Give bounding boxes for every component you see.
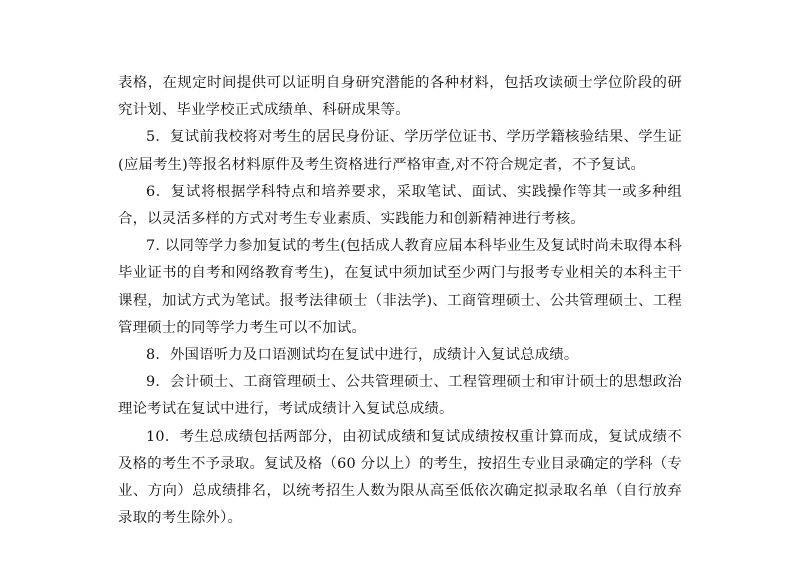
- paragraph-item-5: 5．复试前我校将对考生的居民身份证、学历学位证书、学历学籍核验结果、学生证(应届考生)等报名材料原件及考生资格进行严格审查,对不符合规定者，不予复试。: [118, 129, 682, 173]
- paragraph-continuation: 表格，在规定时间提供可以证明自身研究潜能的各种材料，包括攻读硕士学位阶段的研究计划、毕业学校正式成绩单、科研成果等。: [118, 75, 682, 119]
- document-body: [118, 70, 682, 532]
- paragraph-item-8: 8．外国语听力及口语测试均在复试中进行，成绩计入复试总成绩。: [146, 347, 579, 364]
- paragraph-item-6: 6．复试将根据学科特点和培养要求，采取笔试、面试、实践操作等其一或多种组合，以灵活多样的方式对考生专业素质、实践能力和创新精神进行考核。: [118, 183, 682, 228]
- paragraph-item-9: 9．会计硕士、工商管理硕士、公共管理硕士、工程管理硕士和审计硕士的思想政治理论考试在复试中进行，考试成绩计入复试总成绩。: [118, 374, 682, 418]
- paragraph-item-10: 10．考生总成绩包括两部分，由初试成绩和复试成绩按权重计算而成，复试成绩不及格的考生不予录取。复试及格（60 分以上）的考生，按招生专业目录确定的学科（专业、方向）总成绩排名，以统考招生人数为限从高至低依次确定拟录取名单（自行放弃录取的考生除外）。: [118, 428, 682, 527]
- paragraph-item-7: 7. 以同等学力参加复试的考生(包括成人教育应届本科毕业生及复试时尚未取得本科毕业证书的自考和网络教育考生)，在复试中须加试至少两门与报考专业相关的本科主干课程，加试方式为笔试。报考法律硕士（非法学)、工商管理硕士、公共管理硕士、工程管理硕士的同等学力考生可以不加试。: [118, 238, 682, 336]
